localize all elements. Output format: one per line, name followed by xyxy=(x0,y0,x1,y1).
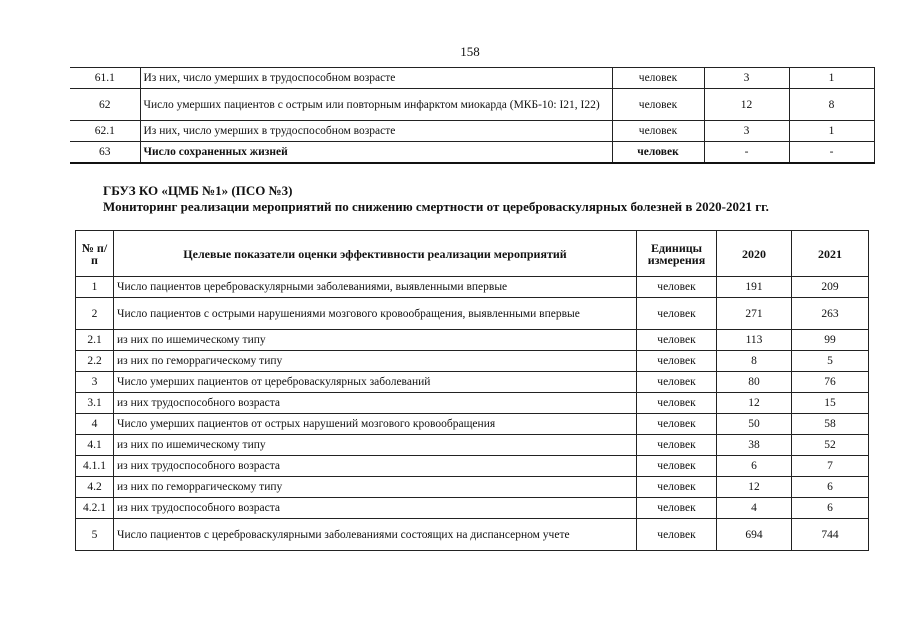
row-unit: человек xyxy=(612,89,704,121)
row-number: 2.1 xyxy=(76,330,114,351)
row-number: 5 xyxy=(76,519,114,551)
table-row xyxy=(76,414,869,435)
row-value-2021: 6 xyxy=(792,498,869,519)
row-unit: человек xyxy=(637,435,717,456)
row-value-2021: 263 xyxy=(792,298,869,330)
row-indicator: из них по ишемическому типу xyxy=(114,435,637,456)
row-value-2020: - xyxy=(704,142,789,163)
table-row xyxy=(76,372,869,393)
row-indicator: Число умерших пациентов от цереброваскулярных заболеваний xyxy=(114,372,637,393)
row-value-2020: 4 xyxy=(717,498,792,519)
row-unit: человек xyxy=(637,330,717,351)
row-value-2020: 12 xyxy=(717,393,792,414)
header-num: № п/п xyxy=(76,231,114,277)
row-unit: человек xyxy=(612,142,704,163)
row-value-2020: 271 xyxy=(717,298,792,330)
row-value-2021: 15 xyxy=(792,393,869,414)
row-value-2020: 12 xyxy=(717,477,792,498)
row-number: 4.2 xyxy=(76,477,114,498)
row-value-2020: 113 xyxy=(717,330,792,351)
row-value-2020: 3 xyxy=(704,121,789,142)
table-row xyxy=(76,519,869,551)
table-row xyxy=(70,68,874,89)
row-number: 4.1.1 xyxy=(76,456,114,477)
row-number: 2 xyxy=(76,298,114,330)
row-indicator: из них трудоспособного возраста xyxy=(114,498,637,519)
row-number: 1 xyxy=(76,277,114,298)
table-row xyxy=(76,330,869,351)
row-value-2020: 3 xyxy=(704,68,789,89)
row-indicator: Из них, число умерших в трудоспособном возрасте xyxy=(140,121,612,142)
row-value-2021: 209 xyxy=(792,277,869,298)
header-row xyxy=(76,231,869,277)
row-unit: человек xyxy=(637,393,717,414)
row-indicator: Число умерших пациентов от острых нарушений мозгового кровообращения xyxy=(114,414,637,435)
row-indicator: Число пациентов цереброваскулярными заболеваниями, выявленными впервые xyxy=(114,277,637,298)
header-2021: 2021 xyxy=(792,231,869,277)
row-number: 63 xyxy=(70,142,140,163)
row-unit: человек xyxy=(637,477,717,498)
table-row xyxy=(76,298,869,330)
row-value-2020: 50 xyxy=(717,414,792,435)
row-unit: человек xyxy=(612,68,704,89)
main-table xyxy=(75,230,869,551)
row-number: 4.1 xyxy=(76,435,114,456)
row-value-2020: 6 xyxy=(717,456,792,477)
row-value-2021: 6 xyxy=(792,477,869,498)
row-value-2021: - xyxy=(789,142,874,163)
row-number: 62 xyxy=(70,89,140,121)
row-number: 4.2.1 xyxy=(76,498,114,519)
row-indicator: из них трудоспособного возраста xyxy=(114,393,637,414)
table-row xyxy=(76,456,869,477)
org-title: ГБУЗ КО «ЦМБ №1» (ПСО №3) xyxy=(103,183,293,198)
header-name: Целевые показатели оценки эффективности реализации мероприятий xyxy=(114,231,637,277)
table-row xyxy=(76,351,869,372)
row-unit: человек xyxy=(612,121,704,142)
header-2020: 2020 xyxy=(717,231,792,277)
row-value-2021: 99 xyxy=(792,330,869,351)
table-row xyxy=(76,393,869,414)
row-unit: человек xyxy=(637,298,717,330)
row-number: 4 xyxy=(76,414,114,435)
row-unit: человек xyxy=(637,351,717,372)
table-row xyxy=(70,89,874,121)
row-indicator: Число умерших пациентов с острым или повторным инфарктом миокарда (МКБ-10: I21, I22) xyxy=(140,89,612,121)
row-value-2020: 191 xyxy=(717,277,792,298)
table-row xyxy=(70,121,874,142)
table-row xyxy=(76,277,869,298)
row-number: 3.1 xyxy=(76,393,114,414)
table-row xyxy=(76,477,869,498)
row-indicator: из них по ишемическому типу xyxy=(114,330,637,351)
page-number: 158 xyxy=(460,44,480,59)
row-value-2021: 1 xyxy=(789,121,874,142)
row-number: 3 xyxy=(76,372,114,393)
table-row xyxy=(70,142,874,163)
row-value-2020: 694 xyxy=(717,519,792,551)
row-value-2021: 5 xyxy=(792,351,869,372)
row-indicator: Число пациентов с острыми нарушениями мозгового кровообращения, выявленными впервые xyxy=(114,298,637,330)
row-unit: человек xyxy=(637,519,717,551)
row-indicator: Число пациентов с цереброваскулярными заболеваниями состоящих на диспансерном учете xyxy=(114,519,637,551)
row-unit: человек xyxy=(637,414,717,435)
row-value-2020: 12 xyxy=(704,89,789,121)
row-indicator: Из них, число умерших в трудоспособном возрасте xyxy=(140,68,612,89)
top-table xyxy=(70,67,875,164)
monitor-title: Мониторинг реализации мероприятий по снижению смертности от цереброваскулярных болезней в 2020-2021 гг. xyxy=(103,199,769,214)
row-value-2020: 80 xyxy=(717,372,792,393)
row-unit: человек xyxy=(637,456,717,477)
row-value-2021: 76 xyxy=(792,372,869,393)
row-value-2021: 7 xyxy=(792,456,869,477)
row-value-2021: 58 xyxy=(792,414,869,435)
row-value-2020: 38 xyxy=(717,435,792,456)
header-unit: Единицы измерения xyxy=(637,231,717,277)
table-row xyxy=(76,498,869,519)
row-indicator: Число сохраненных жизней xyxy=(140,142,612,163)
row-number: 2.2 xyxy=(76,351,114,372)
row-value-2021: 8 xyxy=(789,89,874,121)
row-value-2020: 8 xyxy=(717,351,792,372)
row-unit: человек xyxy=(637,277,717,298)
row-indicator: из них по геморрагическому типу xyxy=(114,477,637,498)
row-indicator: из них по геморрагическому типу xyxy=(114,351,637,372)
row-unit: человек xyxy=(637,498,717,519)
table-row xyxy=(76,435,869,456)
row-indicator: из них трудоспособного возраста xyxy=(114,456,637,477)
row-value-2021: 52 xyxy=(792,435,869,456)
row-number: 61.1 xyxy=(70,68,140,89)
row-value-2021: 744 xyxy=(792,519,869,551)
row-unit: человек xyxy=(637,372,717,393)
row-value-2021: 1 xyxy=(789,68,874,89)
row-number: 62.1 xyxy=(70,121,140,142)
